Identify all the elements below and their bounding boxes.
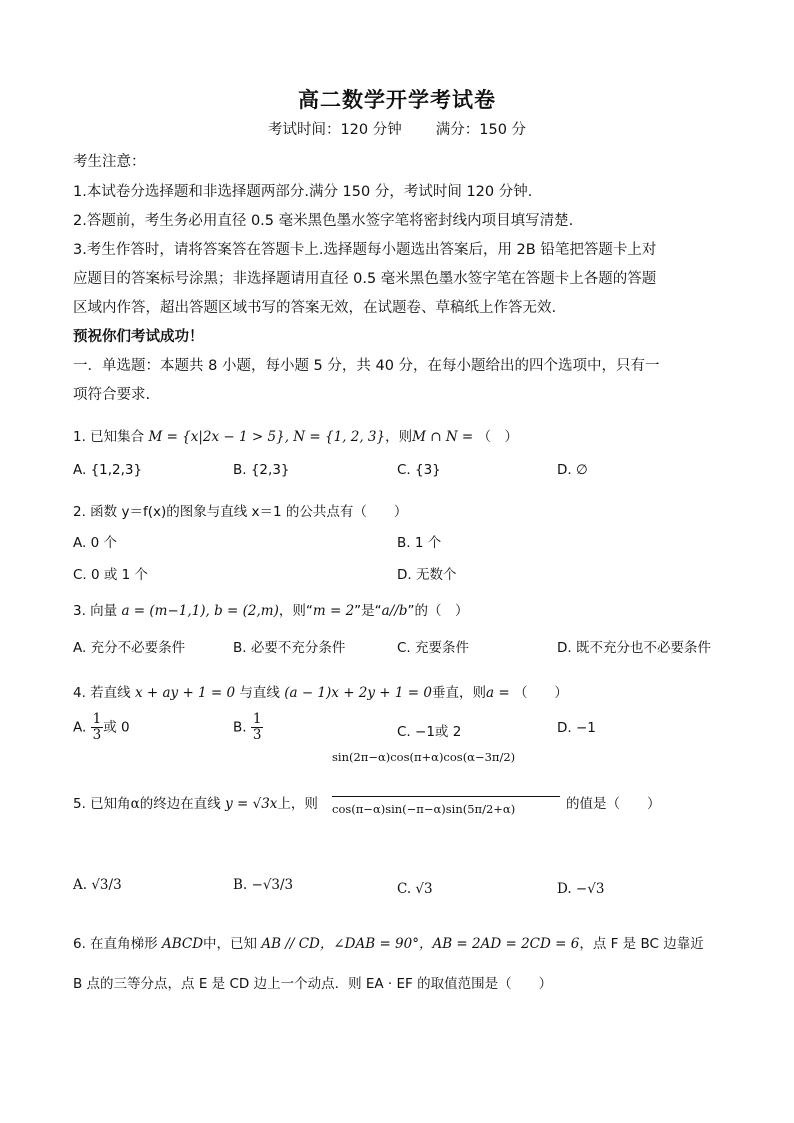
fraction-one-third: $\frac{1}{3}$ xyxy=(92,711,102,743)
question-4-stem: 4. 若直线 x + ay + 1 = 0 与直线 (a − 1)x + 2y + 1 = 0垂直，则a = （ ） xyxy=(73,685,568,701)
question-3-option-a[interactable]: A. 充分不必要条件 xyxy=(73,640,186,656)
alpha-symbol: α xyxy=(130,796,140,812)
notes-heading: 考生注意： xyxy=(73,154,146,170)
section-heading-line-1: 一．单选题：本题共 8 小题，每小题 5 分，共 40 分，在每小题给出的四个选项中，只有一 xyxy=(73,358,660,374)
question-3-vectors: a = (m−1,1), b = (2,m) xyxy=(121,603,279,619)
question-2-option-a[interactable]: A. 0 个 xyxy=(73,535,117,551)
expression-numerator: sin(2π−α)cos(π+α)cos(α−3π/2) xyxy=(332,750,516,764)
question-1-set-definition: M = {x|2x − 1 > 5}, N = {1, 2, 3} xyxy=(148,429,386,445)
question-1-option-a[interactable]: A. {1,2,3} xyxy=(73,462,143,478)
question-5-option-a[interactable]: A. √3/3 xyxy=(73,877,122,893)
question-1-option-b[interactable]: B. {2,3} xyxy=(233,462,290,478)
question-3-stem: 3. 向量 a = (m−1,1), b = (2,m)，则“m = 2”是“a//b”的（ ） xyxy=(73,603,469,619)
question-3-condition-1: m = 2 xyxy=(312,603,355,619)
notes-item-3-line-3: 区域内作答，超出答题区域书写的答案无效，在试题卷、草稿纸上作答无效. xyxy=(73,300,557,316)
question-2-option-d[interactable]: D. 无数个 xyxy=(397,567,457,583)
question-1-option-c[interactable]: C. {3} xyxy=(397,462,441,478)
notes-item-3-line-2: 应题目的答案标号涂黑；非选择题请用直径 0.5 毫米黑色墨水签字笔在答题卡上各题的答题 xyxy=(73,271,657,287)
fraction-one-third: $\frac{1}{3}$ xyxy=(252,711,262,743)
question-4-line-1: x + ay + 1 = 0 xyxy=(134,685,236,701)
question-4-option-c[interactable]: C. −1或 2 xyxy=(397,724,462,740)
question-2-option-b[interactable]: B. 1 个 xyxy=(397,535,442,551)
question-3-condition-2: a//b xyxy=(381,603,408,619)
question-6-conditions: AB // CD，∠DAB = 90°，AB = 2AD = 2CD = 6 xyxy=(261,936,580,952)
notes-wish: 预祝你们考试成功！ xyxy=(73,329,204,345)
question-3-option-b[interactable]: B. 必要不充分条件 xyxy=(233,640,346,656)
question-1-stem: 1. 已知集合 M = {x|2x − 1 > 5}, N = {1, 2, 3}，则M ∩ N = （ ） xyxy=(73,429,519,445)
question-1-intersection: M ∩ N = xyxy=(412,429,474,445)
question-4-option-d[interactable]: D. −1 xyxy=(557,720,596,736)
notes-item-3-line-1: 3.考生作答时，请将答案答在答题卡上.选择题每小题选出答案后，用 2B 铅笔把答题卡上对 xyxy=(73,242,657,258)
question-5-option-b[interactable]: B. −√3/3 xyxy=(233,877,294,893)
question-3-option-d[interactable]: D. 既不充分也不必要条件 xyxy=(557,640,711,656)
question-3-option-c[interactable]: C. 充要条件 xyxy=(397,640,470,656)
question-4-unknown: a = xyxy=(485,685,510,701)
question-5-option-d[interactable]: D. −√3 xyxy=(557,881,605,897)
question-1-option-d[interactable]: D. ∅ xyxy=(557,462,588,478)
exam-title: 高二数学开学考试卷 xyxy=(298,88,496,112)
exam-score: 满分：150 分 xyxy=(435,122,527,138)
trapezoid-name: ABCD xyxy=(161,936,204,952)
expression-denominator: cos(π−α)sin(−π−α)sin(5π/2+α) xyxy=(332,802,516,816)
question-5-stem-prefix: 5. 已知角α的终边在直线 y = √3x上，则 xyxy=(73,796,318,812)
question-6-stem-line-2: B 点的三等分点，点 E 是 CD 边上一个动点．则 EA · EF 的取值范围是（ ） xyxy=(73,976,553,992)
question-2-option-c[interactable]: C. 0 或 1 个 xyxy=(73,567,149,583)
section-heading-line-2: 项符合要求. xyxy=(73,387,151,403)
notes-item-2: 2.答题前，考生务必用直径 0.5 毫米黑色墨水签字笔将密封线内项目填写清楚. xyxy=(73,213,574,229)
notes-item-1: 1.本试卷分选择题和非选择题两部分.满分 150 分，考试时间 120 分钟. xyxy=(73,184,533,200)
exam-subtitle xyxy=(0,118,794,139)
question-4-line-2: (a − 1)x + 2y + 1 = 0 xyxy=(284,685,432,701)
question-6-stem-line-1: 6. 在直角梯形 ABCD中，已知 AB // CD，∠DAB = 90°，AB = 2AD = 2CD = 6，点 F 是 BC 边靠近 xyxy=(73,936,704,952)
fraction-bar xyxy=(332,796,560,797)
question-5-line: y = √3x xyxy=(225,796,278,812)
question-5-option-c[interactable]: C. √3 xyxy=(397,881,433,897)
question-4-option-a[interactable]: A. $\frac{1}{3}$ 或 0 xyxy=(73,711,130,743)
question-5-expression xyxy=(332,750,562,846)
question-2-stem: 2. 函数 y＝f(x)的图象与直线 x＝1 的公共点有（ ） xyxy=(73,504,408,520)
question-5-stem-suffix: 的值是（ ） xyxy=(566,796,661,812)
exam-time: 考试时间：120 分钟 xyxy=(267,122,402,138)
question-4-option-b[interactable]: B. $\frac{1}{3}$ xyxy=(233,711,262,743)
